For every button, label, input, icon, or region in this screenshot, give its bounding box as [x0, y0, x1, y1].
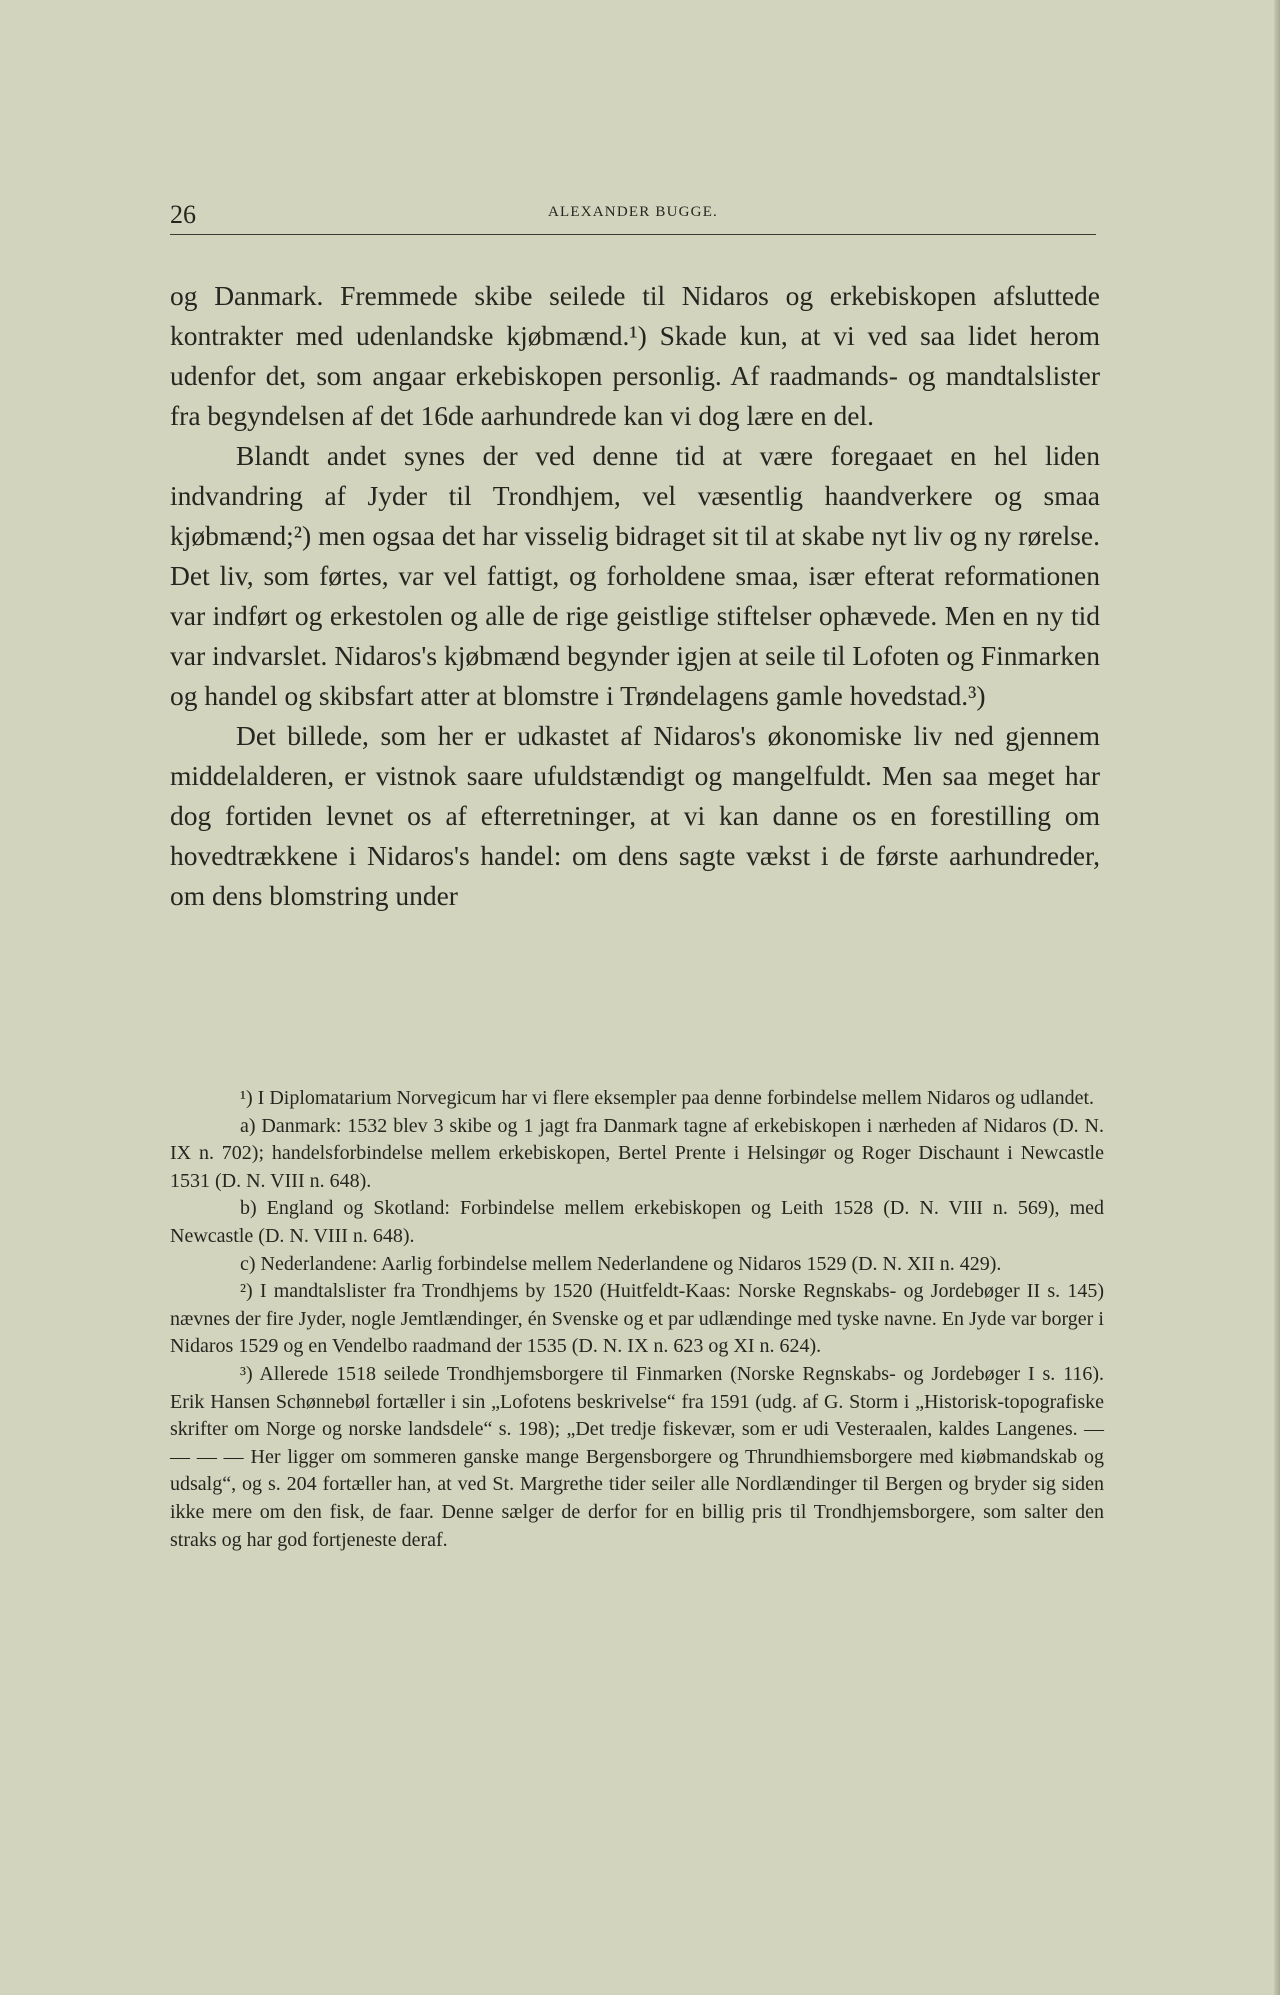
body-text	[170, 276, 1100, 916]
page-number: 26	[170, 200, 196, 229]
footnote-1: ¹) I Diplomatarium Norvegicum har vi flere eksempler paa denne forbindelse mellem Nidaros og udlandet.	[240, 1087, 1095, 1109]
running-head: ALEXANDER BUGGE.	[547, 204, 719, 220]
footnote-1b: b) England og Skotland: Forbindelse mellem erkebiskopen og Leith 1528 (D. N. VIII n. 569), med Newcastle (D. N. VIII n. 648).	[170, 1197, 1104, 1247]
page-edge	[1274, 0, 1280, 1995]
footnote-3: ³) Allerede 1518 seilede Trondhjemsborgere til Finmarken (Norske Regnskabs- og Jordebøger I s. 116). Erik Hansen Schønnebøl fortæller i sin „Lofotens beskrivelse“ fra 1591 (udg. af G. Storm i „Historisk-topografiske skrifter om Norge og norske landsdele“ s. 198); „Det tredje fiskevær, som er udi Vesteraalen, kaldes Langenes. — — — — Her ligger om sommeren ganske mange Bergensborgere og Thrundhiemsborgere med kiøbmandskab og udsalg“, og s. 204 fortæller han, at ved St. Margrethe tider seiler alle Nordlændinger til Bergen og bryder sig siden ikke mere om den fisk, de faar. Denne sælger de derfor for en billig pris til Trondhjemsborgere, som salter den straks og har god fortjeneste deraf.	[170, 1362, 1104, 1551]
paragraph-3: Det billede, som her er udkastet af Nidaros's økonomiske liv ned gjennem middelalderen, er vistnok saare ufuldstændigt og mangelfuldt. Men saa meget har dog fortiden levnet os af efterretninger, at vi kan danne os en forestilling om hovedtrækkene i Nidaros's handel: om dens sagte vækst i de første aarhundreder, om dens blomstring under	[170, 720, 1100, 911]
paragraph-2: Blandt andet synes der ved denne tid at være foregaaet en hel liden indvandring af Jyder til Trondhjem, vel væsentlig haandverkere og smaa kjøbmænd;²) men ogsaa det har visselig bidraget sit til at skabe nyt liv og ny rørelse. Det liv, som førtes, var vel fattigt, og forholdene smaa, især efterat reformationen var indført og erkestolen og alle de rige geistlige stiftelser ophævede. Men en ny tid var indvarslet. Nidaros's kjøbmænd begynder igjen at seile til Lofoten og Finmarken og handel og skibsfart atter at blomstre i Trøndelagens gamle hovedstad.³)	[170, 440, 1100, 711]
page-header	[170, 194, 1096, 235]
footnote-2: ²) I mandtalslister fra Trondhjems by 1520 (Huitfeldt-Kaas: Norske Regnskabs- og Jordebøger II s. 145) nævnes der fire Jyder, nogle Jemtlændinger, én Svenske og et par udlændinge med tyske navne. En Jyde var borger i Nidaros 1529 og en Vendelbo raadmand der 1535 (D. N. IX n. 623 og XI n. 624).	[170, 1280, 1104, 1358]
footnote-1c: c) Nederlandene: Aarlig forbindelse mellem Nederlandene og Nidaros 1529 (D. N. XII n. 429).	[240, 1252, 1002, 1275]
footnote-1a: a) Danmark: 1532 blev 3 skibe og 1 jagt fra Danmark tagne af erkebiskopen i nærheden af Nidaros (D. N. IX n. 702); handelsforbindelse mellem erkebiskopen, Bertel Prente i Helsingør og Roger Dischaunt i Newcastle 1531 (D. N. VIII n. 648).	[170, 1114, 1104, 1192]
footnotes	[170, 1085, 1104, 1554]
paragraph-1: og Danmark. Fremmede skibe seilede til Nidaros og erkebiskopen afsluttede kontrakter med udenlandske kjøbmænd.¹) Skade kun, at vi ved saa lidet herom udenfor det, som angaar erkebiskopen personlig. Af raadmands- og mandtalslister fra begyndelsen af det 16de aarhundrede kan vi dog lære en del.	[170, 280, 1100, 431]
